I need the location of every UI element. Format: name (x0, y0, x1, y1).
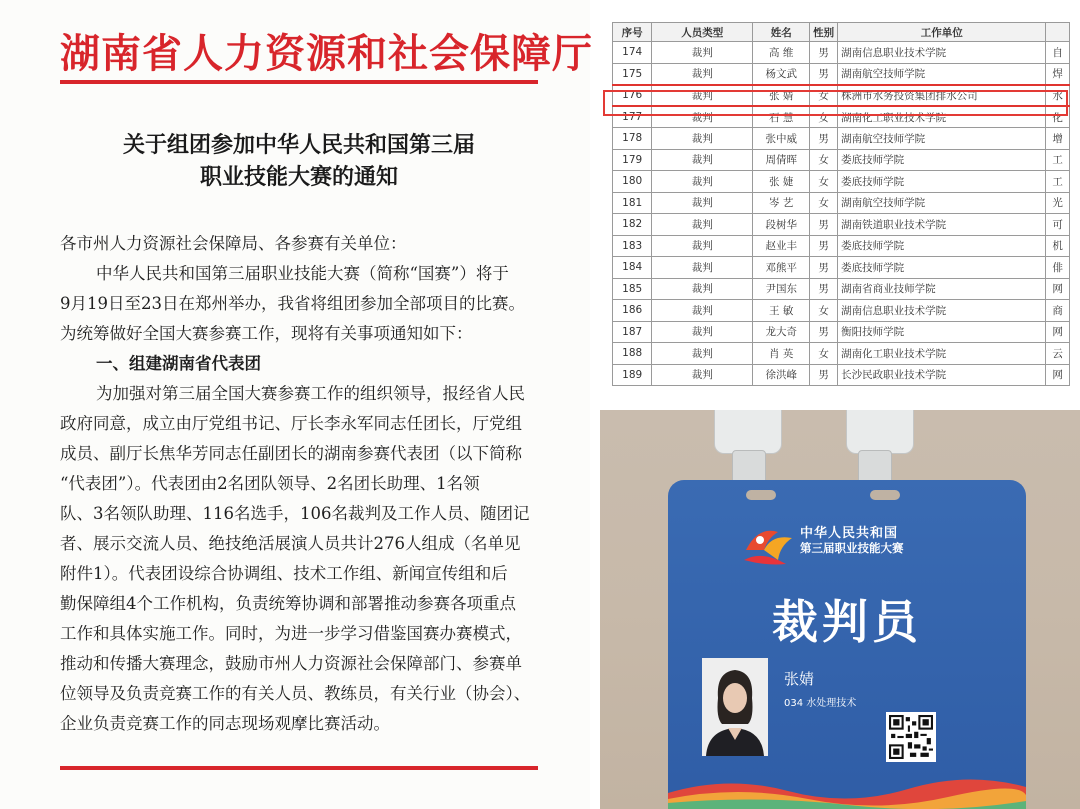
cell-extra: 网 (1046, 364, 1070, 386)
table-row (613, 300, 1070, 322)
paragraph-line: 勤保障组4个工作机构，负责统筹协调和部署推动参赛各项重点 (60, 594, 516, 613)
cell-type: 裁判 (652, 300, 753, 322)
cell-employer: 娄底技师学院 (838, 171, 1046, 193)
cell-employer: 湖南化工职业技术学院 (838, 343, 1046, 365)
cell-gender: 男 (810, 364, 838, 386)
cell-name: 张中威 (753, 128, 810, 150)
cell-gender: 男 (810, 321, 838, 343)
section-heading: 一、组建湖南省代表团 (96, 354, 261, 373)
cell-employer: 湖南省商业技师学院 (838, 278, 1046, 300)
cell-type: 裁判 (652, 106, 753, 128)
portrait-photo (702, 658, 768, 756)
cell-name: 赵业丰 (753, 235, 810, 257)
cell-extra: 可 (1046, 214, 1070, 236)
cell-extra: 增 (1046, 128, 1070, 150)
cell-employer: 湖南航空技师学院 (838, 63, 1046, 85)
paragraph-line: 为加强对第三届全国大赛参赛工作的组织领导，报经省人民 (96, 384, 525, 403)
lanyard-clip (846, 410, 914, 454)
cell-extra: 网 (1046, 321, 1070, 343)
cell-extra: 水 (1046, 85, 1070, 107)
table-row (613, 214, 1070, 236)
header-red-rule (60, 80, 538, 84)
cell-employer: 娄底技师学院 (838, 257, 1046, 279)
paragraph-line: 政府同意，成立由厅党组书记、厅长李永军同志任团长，厅党组 (60, 414, 522, 433)
cell-name: 张 婧 (753, 85, 810, 107)
cell-index: 179 (613, 149, 652, 171)
cell-index: 187 (613, 321, 652, 343)
cell-type: 裁判 (652, 278, 753, 300)
cell-type: 裁判 (652, 42, 753, 64)
cell-name: 石 慧 (753, 106, 810, 128)
cell-employer: 湖南航空技师学院 (838, 128, 1046, 150)
notice-title-line2: 职业技能大赛的通知 (199, 164, 398, 190)
cell-employer: 湖南信息职业技术学院 (838, 300, 1046, 322)
table-row (613, 343, 1070, 365)
cell-gender: 男 (810, 128, 838, 150)
cell-employer: 湖南化工职业技术学院 (838, 106, 1046, 128)
cell-gender: 女 (810, 149, 838, 171)
cell-extra: 焊 (1046, 63, 1070, 85)
skills-competition-logo (738, 520, 798, 574)
table-row (613, 149, 1070, 171)
table-row (613, 364, 1070, 386)
cell-name: 龙大奇 (753, 321, 810, 343)
cell-index: 177 (613, 106, 652, 128)
paragraph-line: 为统筹做好全国大赛参赛工作，现将有关事项通知如下： (60, 324, 473, 343)
paragraph-line: 9月19日至23日在郑州举办，我省将组团参加全部项目的比赛。 (60, 294, 525, 313)
cell-gender: 女 (810, 192, 838, 214)
cell-gender: 男 (810, 42, 838, 64)
table-row (613, 192, 1070, 214)
cell-employer: 湖南信息职业技术学院 (838, 42, 1046, 64)
paragraph-line: 企业负责竞赛工作的同志现场观摩比赛活动。 (60, 714, 390, 733)
paragraph-line: 位领导及负责竞赛工作的有关人员、教练员，有关行业（协会）、 (60, 684, 531, 703)
col-header-index: 序号 (613, 23, 652, 42)
paragraph-line: 附件1）。代表团设综合协调组、技术工作组、新闻宣传组和后 (60, 564, 508, 583)
table-row (613, 106, 1070, 128)
cell-index: 185 (613, 278, 652, 300)
cell-extra: 机 (1046, 235, 1070, 257)
cell-gender: 女 (810, 106, 838, 128)
cell-type: 裁判 (652, 321, 753, 343)
col-header-name: 姓名 (753, 23, 810, 42)
roster-table (612, 22, 1070, 386)
footer-red-rule (60, 766, 538, 770)
badge-holder-name: 张婧 (784, 670, 815, 688)
table-row (613, 257, 1070, 279)
badge-event-line2: 第三届职业技能大赛 (800, 541, 904, 555)
cell-name: 张 婕 (753, 171, 810, 193)
cell-index: 186 (613, 300, 652, 322)
badge-slot (870, 490, 900, 500)
cell-name: 王 敏 (753, 300, 810, 322)
cell-employer: 娄底技师学院 (838, 149, 1046, 171)
qr-code-icon (886, 712, 936, 762)
table-header-row (613, 23, 1070, 42)
cell-name: 高 维 (753, 42, 810, 64)
cell-employer: 株洲市水务投资集团排水公司 (838, 85, 1046, 107)
cell-index: 178 (613, 128, 652, 150)
cell-extra: 网 (1046, 278, 1070, 300)
cell-employer: 衡阳技师学院 (838, 321, 1046, 343)
table-row (613, 128, 1070, 150)
cell-gender: 女 (810, 343, 838, 365)
cell-employer: 湖南铁道职业技术学院 (838, 214, 1046, 236)
cell-gender: 女 (810, 171, 838, 193)
cell-gender: 女 (810, 300, 838, 322)
cell-gender: 男 (810, 278, 838, 300)
cell-index: 175 (613, 63, 652, 85)
cell-name: 肖 英 (753, 343, 810, 365)
badge-role: 裁判员 (772, 595, 922, 649)
cell-type: 裁判 (652, 128, 753, 150)
cell-type: 裁判 (652, 257, 753, 279)
cell-employer: 湖南航空技师学院 (838, 192, 1046, 214)
cell-type: 裁判 (652, 364, 753, 386)
col-header-type: 人员类型 (652, 23, 753, 42)
cell-type: 裁判 (652, 85, 753, 107)
cell-index: 182 (613, 214, 652, 236)
cell-gender: 男 (810, 257, 838, 279)
cell-extra: 化 (1046, 106, 1070, 128)
col-header-gender: 性别 (810, 23, 838, 42)
table-row (613, 278, 1070, 300)
cell-index: 180 (613, 171, 652, 193)
cell-index: 174 (613, 42, 652, 64)
cell-extra: 俳 (1046, 257, 1070, 279)
table-row (613, 85, 1070, 107)
cell-extra: 云 (1046, 343, 1070, 365)
salutation: 各市州人力资源社会保障局、各参赛有关单位： (60, 234, 407, 253)
cell-type: 裁判 (652, 235, 753, 257)
cell-name: 邓熊平 (753, 257, 810, 279)
badge-slot (746, 490, 776, 500)
cell-extra: 工 (1046, 171, 1070, 193)
cell-extra: 商 (1046, 300, 1070, 322)
paragraph-line: 推动和传播大赛理念，鼓励市州人力资源社会保障部门、参赛单 (60, 654, 522, 673)
table-row (613, 63, 1070, 85)
cell-extra: 工 (1046, 149, 1070, 171)
cell-type: 裁判 (652, 149, 753, 171)
roster-table-screenshot (612, 22, 1070, 396)
table-row (613, 171, 1070, 193)
cell-index: 189 (613, 364, 652, 386)
badge-decorative-wave (668, 769, 1026, 809)
cell-index: 184 (613, 257, 652, 279)
cell-name: 杨文武 (753, 63, 810, 85)
cell-name: 段树华 (753, 214, 810, 236)
col-header-extra (1046, 23, 1070, 42)
paragraph-line: “代表团”）。代表团由2名团队领导、2名团长助理、1名领 (60, 474, 480, 493)
cell-gender: 男 (810, 63, 838, 85)
notice-title-line1: 关于组团参加中华人民共和国第三届 (122, 132, 475, 158)
cell-type: 裁判 (652, 214, 753, 236)
cell-index: 181 (613, 192, 652, 214)
badge-event-line1: 中华人民共和国 (800, 526, 899, 541)
cell-extra: 光 (1046, 192, 1070, 214)
cell-type: 裁判 (652, 171, 753, 193)
org-header: 湖南省人力资源和社会保障厅 (60, 30, 593, 77)
table-row (613, 321, 1070, 343)
cell-employer: 长沙民政职业技术学院 (838, 364, 1046, 386)
table-row (613, 42, 1070, 64)
cell-index: 183 (613, 235, 652, 257)
cell-employer: 娄底技师学院 (838, 235, 1046, 257)
cell-name: 尹国东 (753, 278, 810, 300)
cell-name: 徐洪峰 (753, 364, 810, 386)
cell-index: 176 (613, 85, 652, 107)
paragraph-line: 工作和具体实施工作。同时，为进一步学习借鉴国赛办赛模式， (60, 624, 522, 643)
col-header-employer: 工作单位 (838, 23, 1046, 42)
paragraph-line: 中华人民共和国第三届职业技能大赛（简称“国赛”）将于 (96, 264, 509, 283)
paragraph-line: 者、展示交流人员、绝技绝活展演人员共计276人组成（名单见 (60, 534, 521, 553)
cell-type: 裁判 (652, 192, 753, 214)
cell-gender: 男 (810, 214, 838, 236)
cell-type: 裁判 (652, 343, 753, 365)
cell-extra: 自 (1046, 42, 1070, 64)
badge-photo (600, 410, 1080, 809)
paragraph-line: 成员、副厅长焦华芳同志任副团长的湖南参赛代表团（以下简称 (60, 444, 522, 463)
cell-name: 周倩晖 (753, 149, 810, 171)
cell-type: 裁判 (652, 63, 753, 85)
table-row (613, 235, 1070, 257)
cell-gender: 女 (810, 85, 838, 107)
cell-gender: 男 (810, 235, 838, 257)
paragraph-line: 队、3名领队助理、116名选手，106名裁判及工作人员、随团记 (60, 504, 530, 523)
cell-index: 188 (613, 343, 652, 365)
referee-badge (668, 480, 1026, 809)
lanyard-clip (714, 410, 782, 454)
cell-name: 岑 艺 (753, 192, 810, 214)
badge-event-code: 034 水处理技术 (784, 698, 857, 709)
